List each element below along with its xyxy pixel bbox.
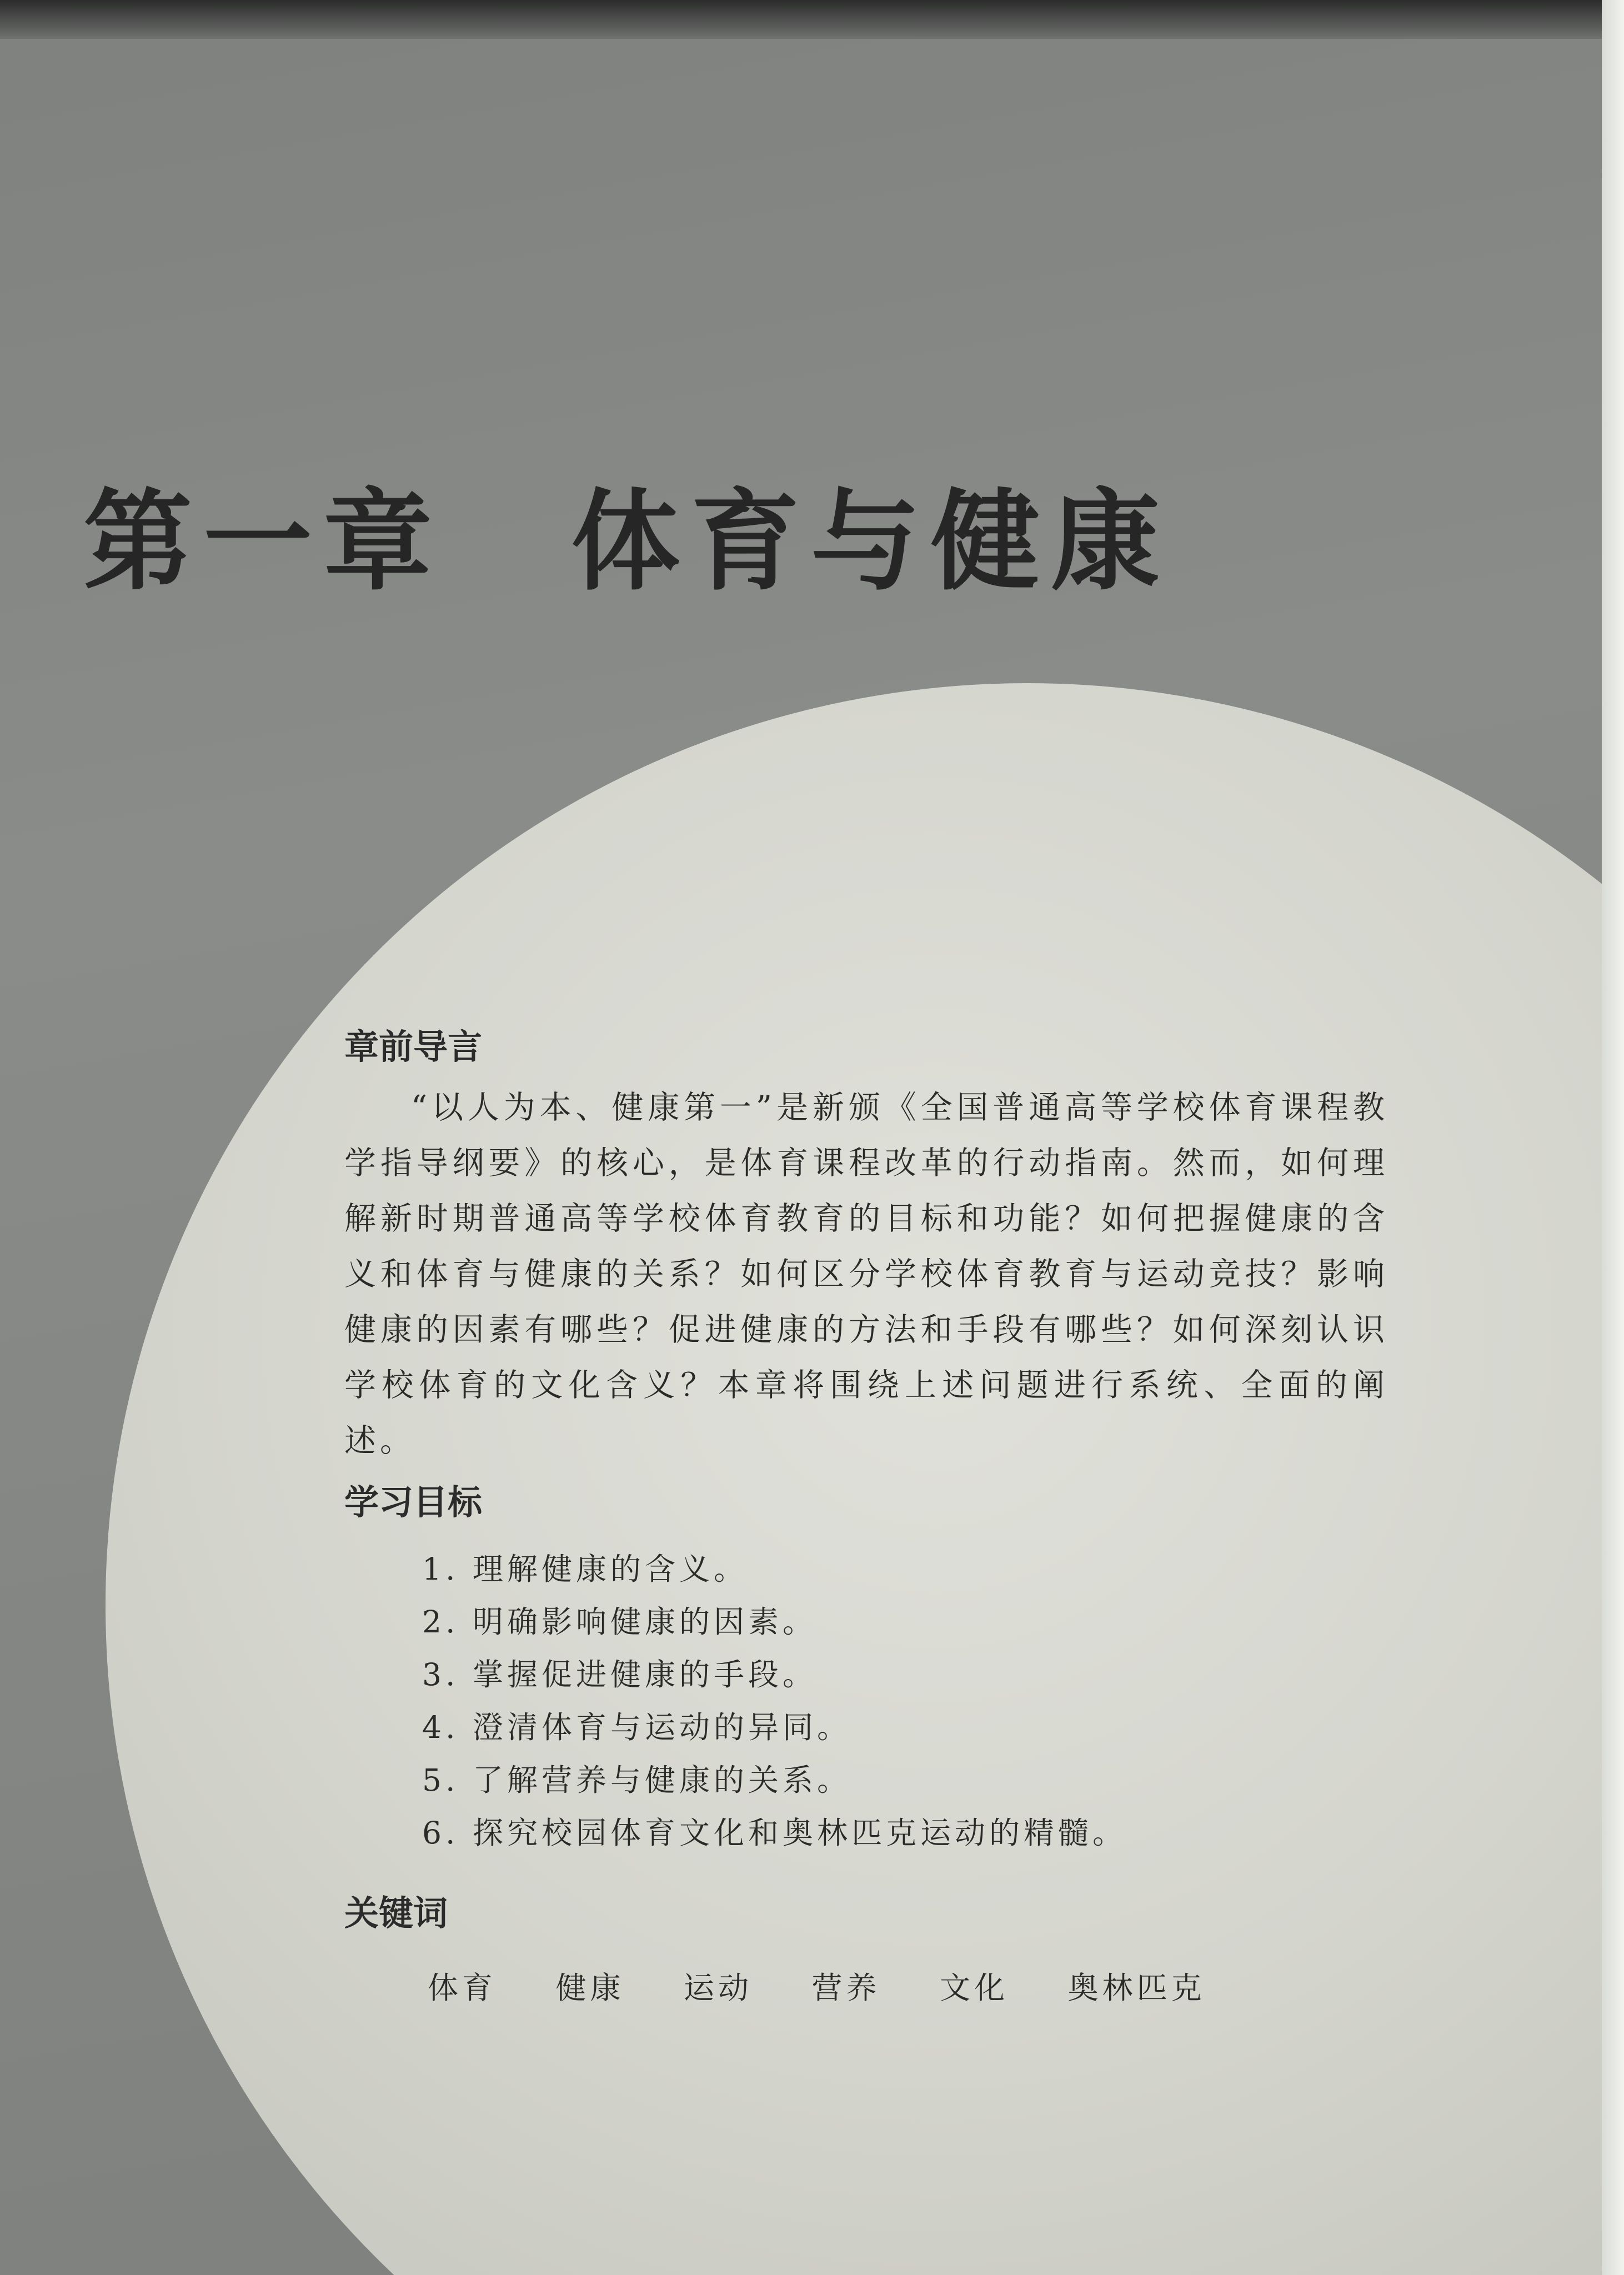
keywords-list (344, 1963, 1389, 2013)
page-edge-strip (1602, 0, 1624, 2275)
intro-paragraph: “以人为本、健康第一”是新颁《全国普通高等学校体育课程教学指导纲要》的核心，是体育课程改革的行动指南。然而，如何理解新时期普通高等学校体育教育的目标和功能？如何把握健康的含义和体育与健康的关系？如何区分学校体育教育与运动竞技？影响健康的因素有哪些？促进健康的方法和手段有哪些？如何深刻认识学校体育的文化含义？本章将围绕上述问题进行系统、全面的阐述。 (344, 1089, 1389, 1459)
chapter-title (83, 480, 1171, 603)
keyword: 奥林匹克 (1067, 1970, 1206, 2006)
objective-item: 5. 了解营养与健康的关系。 (422, 1762, 851, 1798)
keyword: 健康 (555, 1970, 625, 2006)
chapter-number: 第一章 (83, 478, 444, 605)
objective-item: 1. 理解健康的含义。 (422, 1551, 748, 1587)
objective-item: 2. 明确影响健康的因素。 (422, 1604, 817, 1640)
keyword: 运动 (684, 1970, 753, 2006)
keyword: 文化 (940, 1970, 1009, 2006)
objective-item: 6. 探究校园体育文化和奥林匹克运动的精髓。 (422, 1815, 1127, 1851)
keyword: 营养 (811, 1970, 881, 2006)
intro-heading: 章前导言 (344, 1026, 483, 1067)
objectives-heading: 学习目标 (344, 1482, 483, 1522)
objective-item: 4. 澄清体育与运动的异同。 (422, 1710, 851, 1745)
keywords-heading: 关键词 (344, 1893, 448, 1933)
keyword: 体育 (428, 1970, 497, 2006)
objectives-list (344, 1543, 1389, 1860)
objective-item: 3. 掌握促进健康的手段。 (422, 1657, 817, 1692)
chapter-topic: 体育与健康 (571, 478, 1171, 605)
page-top-shadow (0, 0, 1624, 39)
chapter-content (344, 1022, 1389, 2013)
